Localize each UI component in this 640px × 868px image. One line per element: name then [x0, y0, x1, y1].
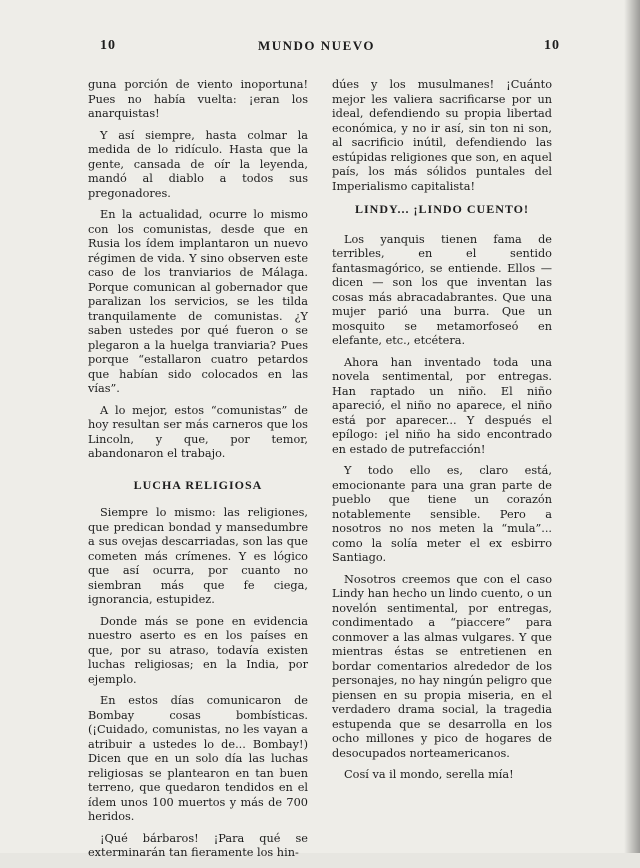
page-header [100, 36, 560, 58]
article-paragraph: ¡Qué bárbaros! ¡Para qué se exterminarán tan fieramente los hin- [88, 831, 308, 859]
page-number-right: 10 [544, 38, 560, 53]
page-edge-shadow [624, 0, 640, 853]
article-paragraph: A lo mejor, estos “comunistas” de hoy resultan ser más carneros que los Lincoln, y que, por temor, abandonaron el trabajo. [88, 403, 308, 460]
article-paragraph: Cosí va il mondo, serella mía! [344, 768, 514, 781]
article-paragraph: Nosotros creemos que con el caso Lindy han hecho un lindo cuento, o un novelón sentimental, por entregas, condimentado a “piaccere” para conmover a las almas vulgares. Y que mientras éstas se entretienen en bordar comentarios alrededor de los personajes, no hay ningún peligro que piensen en su propia miseria, en el verdadero drama social, la tragedia estupenda que se desarrolla en los ocho millones y pico de hogares de desocupados norteamericanos. [332, 572, 552, 760]
section-heading-lucha-religiosa: LUCHA RELIGIOSA [133, 477, 263, 492]
left-column [88, 78, 308, 868]
article-paragraph: Siempre lo mismo: las religiones, que predican bondad y mansedumbre a sus ovejas descarriadas, son las que cometen más crímenes. Y es lógico que así ocurra, por cuanto no siembran más que fe ciega, ignorancia, estupidez. [88, 506, 308, 606]
section-heading-lindy: LINDY... ¡LINDO CUENTO! [354, 202, 530, 216]
article-paragraph: guna porción de viento inoportuna! Pues no había vuelta: ¡eran los anarquistas! [88, 78, 308, 120]
article-paragraph: En estos días comunicaron de Bombay cosas bombísticas. (¡Cuidado, comunistas, no les vayan a atribuir a ustedes lo de... Bombay!) Dicen que en un solo día las luchas religiosas se plantearon en tan buen terreno, que quedaron tendidos en el ídem unos 100 muertos y más de 700 heridos. [88, 694, 308, 823]
page-number-left: 10 [100, 38, 116, 53]
article-paragraph: Los yanquis tienen fama de terribles, en el sentido fantasmagórico, se entiende. Ellos — dicen — son los que inventan las cosas más abracadabrantes. Que una mujer parió una burra. Que un mosquito se metamorfoseó en elefante, etc., etcétera. [332, 232, 552, 347]
article-paragraph: dúes y los musulmanes! ¡Cuánto mejor les valiera sacrificarse por un ideal, defendiendo su propia libertad económica, y no ir así, sin ton ni son, al sacrificio inútil, defendiendo las estúpidas religiones que son, en aquel país, los más sólidos puntales del Imperialismo capitalista! [332, 78, 552, 193]
article-paragraph: Donde más se pone en evidencia nuestro aserto es en los países en que, por su atraso, todavía existen luchas religiosas; en la India, por ejemplo. [88, 614, 308, 686]
article-paragraph: Y todo ello es, claro está, emocionante para una gran parte de pueblo que tiene un corazón notablemente sensible. Pero a nosotros no nos meten la “mula”... como la solía meter el ex esbirro Santiago. [332, 464, 552, 564]
publication-title: MUNDO NUEVO [258, 38, 375, 53]
article-paragraph: Ahora han inventado toda una novela sentimental, por entregas. Han raptado un niño. El niño apareció, el niño no aparece, el niño está por aparecer... Y después el epílogo: ¡el niño ha sido encontrado en estado de putrefacción! [332, 355, 552, 456]
article-paragraph: Y así siempre, hasta colmar la medida de lo ridículo. Hasta que la gente, cansada de oír la leyenda, mandó al diablo a todos sus pregonadores. [88, 128, 308, 200]
right-column [332, 78, 552, 790]
article-paragraph: En la actualidad, ocurre lo mismo con los comunistas, desde que en Rusia los ídem implantaron un nuevo régimen de vida. Y sino observen este caso de los tranviarios de Málaga. Porque comunican al gobernador que paralizan los servicios, se les tilda tranquilamente de comunistas. ¿Y saben ustedes por qué fueron o se plegaron a la huelga tranviaria? Pues porque “estallaron cuatro petardos que habían sido colocados en las vías”. [88, 208, 308, 395]
